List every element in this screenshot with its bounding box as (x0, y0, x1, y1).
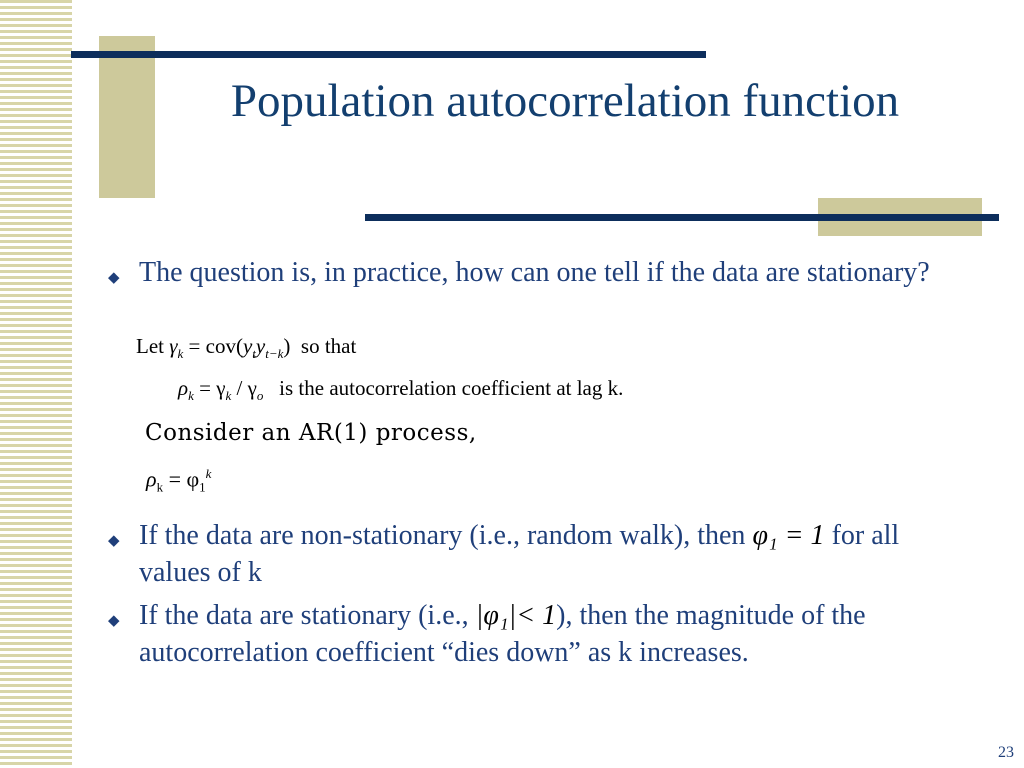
equation-ar1-rho: $\rho_k = \varphi_1^k$ (146, 466, 212, 495)
equation-rho-definition: $\rho_k = \gamma_k / \gamma_o$ is the autocorrelation coefficient at lag k. (178, 376, 624, 404)
diamond-bullet-icon: ◆ (108, 270, 120, 286)
diamond-bullet-icon: ◆ (108, 533, 120, 549)
phi-abs-less-one: |φ₁|< 1 (475, 600, 557, 631)
bullet-3-text: If the data are stationary (i.e., |φ₁|< 1), then the magnitude of the autocorrelation coefficient “dies down” as k increases. (139, 600, 866, 668)
decorative-box-left (99, 36, 155, 198)
equation-gamma-definition: Let $\gamma_k = cov(y_ty_{t-k})$ so that (136, 334, 357, 362)
diamond-bullet-icon: ◆ (108, 613, 120, 629)
title-rule-top (71, 51, 706, 58)
equation-ar1-intro: Consider an AR(1) process, (145, 420, 477, 446)
bullet-2-text: If the data are non-stationary (i.e., random walk), then φ₁ = 1 for all values of k (139, 520, 900, 588)
page-number: 23 (998, 744, 1014, 761)
title-rule-bottom (365, 214, 999, 221)
phi-equals-one: φ₁ = 1 (752, 520, 825, 551)
decorative-stripes (0, 0, 72, 768)
bullet-1-text: The question is, in practice, how can one tell if the data are stationary? (139, 257, 930, 288)
slide-title: Population autocorrelation function (230, 75, 900, 127)
